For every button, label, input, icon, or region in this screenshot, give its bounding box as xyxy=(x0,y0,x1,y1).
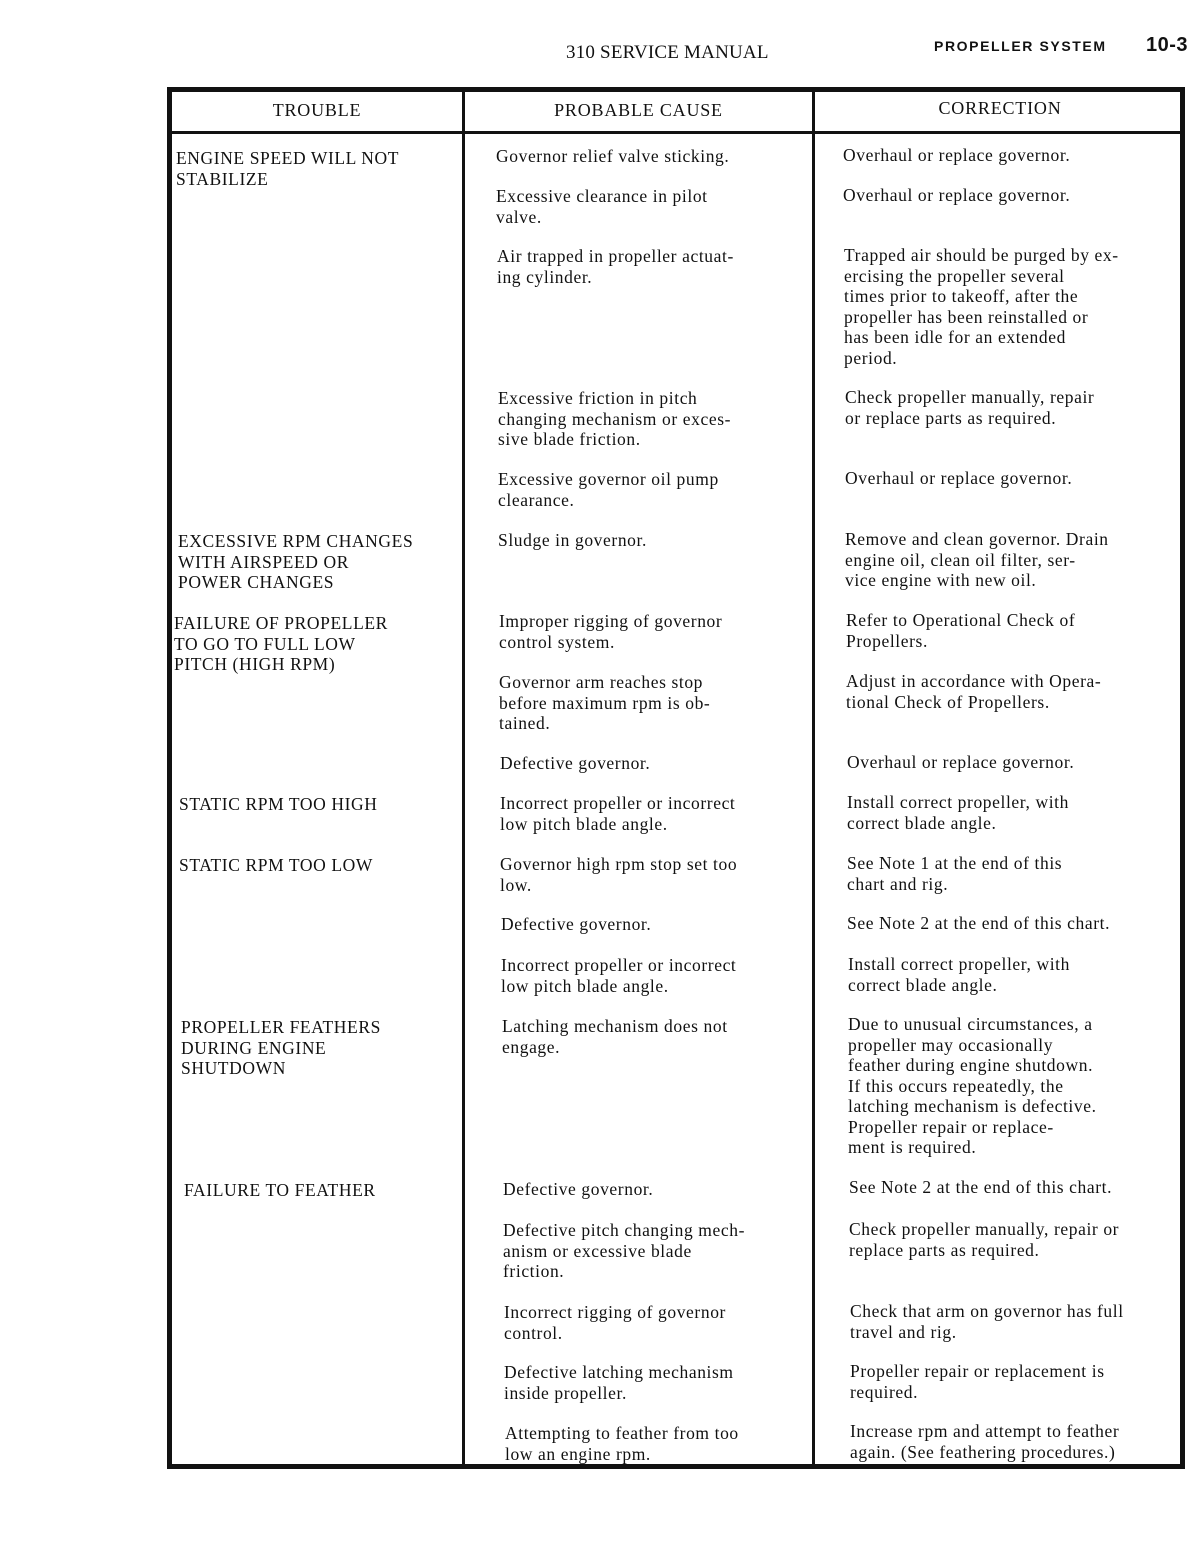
trouble-cell: PROPELLER FEATHERS DURING ENGINE SHUTDOWN xyxy=(181,1017,381,1078)
column-divider xyxy=(462,92,465,1464)
column-header-trouble: TROUBLE xyxy=(272,100,362,120)
cause-cell: Attempting to feather from too low an engine rpm. xyxy=(505,1423,739,1464)
troubleshooting-table xyxy=(167,87,1185,1469)
cause-cell: Excessive clearance in pilot valve. xyxy=(496,186,708,227)
correction-cell: Install correct propeller, with correct blade angle. xyxy=(848,954,1070,995)
correction-cell: Overhaul or replace governor. xyxy=(843,185,1071,205)
cause-cell: Incorrect rigging of governor control. xyxy=(504,1302,726,1343)
cause-cell: Latching mechanism does not engage. xyxy=(502,1016,728,1057)
correction-cell: Check that arm on governor has full travel and rig. xyxy=(850,1301,1124,1342)
cause-cell: Governor high rpm stop set too low. xyxy=(500,854,738,895)
correction-cell: Trapped air should be purged by ex- ercising the propeller several times prior to takeoff, after the propeller has been reinstalled or has been idle for an extended period. xyxy=(844,245,1119,368)
cause-cell: Defective governor. xyxy=(501,914,652,934)
trouble-cell: FAILURE OF PROPELLER TO GO TO FULL LOW PITCH (HIGH RPM) xyxy=(174,613,388,674)
correction-cell: Adjust in accordance with Opera- tional Check of Propellers. xyxy=(846,671,1102,712)
correction-cell: Increase rpm and attempt to feather again. (See feathering procedures.) xyxy=(850,1421,1120,1462)
correction-cell: See Note 2 at the end of this chart. xyxy=(847,913,1111,933)
cause-cell: Sludge in governor. xyxy=(498,530,647,550)
trouble-cell: STATIC RPM TOO HIGH xyxy=(179,794,378,814)
section-title: PROPELLER SYSTEM xyxy=(934,38,1107,54)
cause-cell: Incorrect propeller or incorrect low pitch blade angle. xyxy=(501,955,737,996)
correction-cell: See Note 1 at the end of this chart and rig. xyxy=(847,853,1063,894)
trouble-cell: STATIC RPM TOO LOW xyxy=(179,855,373,875)
correction-cell: Overhaul or replace governor. xyxy=(843,145,1071,165)
correction-cell: See Note 2 at the end of this chart. xyxy=(849,1177,1113,1197)
header-divider xyxy=(172,131,1180,134)
column-divider xyxy=(812,92,815,1464)
correction-cell: Overhaul or replace governor. xyxy=(847,752,1075,772)
page-number: 10-3 xyxy=(1146,34,1189,56)
correction-cell: Remove and clean governor. Drain engine oil, clean oil filter, ser- vice engine with new oil. xyxy=(845,529,1109,590)
cause-cell: Governor relief valve sticking. xyxy=(496,146,730,166)
cause-cell: Defective governor. xyxy=(500,753,651,773)
manual-title: 310 SERVICE MANUAL xyxy=(566,42,769,63)
cause-cell: Improper rigging of governor control system. xyxy=(499,611,723,652)
cause-cell: Incorrect propeller or incorrect low pitch blade angle. xyxy=(500,793,736,834)
column-header-correction: CORRECTION xyxy=(938,98,1062,118)
correction-cell: Install correct propeller, with correct blade angle. xyxy=(847,792,1069,833)
cause-cell: Excessive governor oil pump clearance. xyxy=(498,469,719,510)
correction-cell: Propeller repair or replacement is required. xyxy=(850,1361,1105,1402)
cause-cell: Defective latching mechanism inside propeller. xyxy=(504,1362,734,1403)
correction-cell: Refer to Operational Check of Propellers. xyxy=(846,610,1076,651)
cause-cell: Defective pitch changing mech- anism or excessive blade friction. xyxy=(503,1220,745,1281)
trouble-cell: FAILURE TO FEATHER xyxy=(184,1180,376,1200)
cause-cell: Excessive friction in pitch changing mechanism or exces- sive blade friction. xyxy=(498,388,732,449)
trouble-cell: EXCESSIVE RPM CHANGES WITH AIRSPEED OR POWER CHANGES xyxy=(178,531,414,592)
cause-cell: Defective governor. xyxy=(503,1179,654,1199)
correction-cell: Check propeller manually, repair or replace parts as required. xyxy=(849,1219,1120,1260)
trouble-cell: ENGINE SPEED WILL NOT STABILIZE xyxy=(176,148,400,189)
column-header-probable-cause: PROBABLE CAUSE xyxy=(554,100,723,120)
correction-cell: Check propeller manually, repair or replace parts as required. xyxy=(845,387,1095,428)
correction-cell: Overhaul or replace governor. xyxy=(845,468,1073,488)
cause-cell: Air trapped in propeller actuat- ing cylinder. xyxy=(497,246,734,287)
cause-cell: Governor arm reaches stop before maximum rpm is ob- tained. xyxy=(499,672,711,733)
correction-cell: Due to unusual circumstances, a propeller may occasionally feather during engine shutdown. If this occurs repeatedly, the latching mechanism is defective. Propeller repair or replace- ment is required. xyxy=(848,1014,1097,1157)
